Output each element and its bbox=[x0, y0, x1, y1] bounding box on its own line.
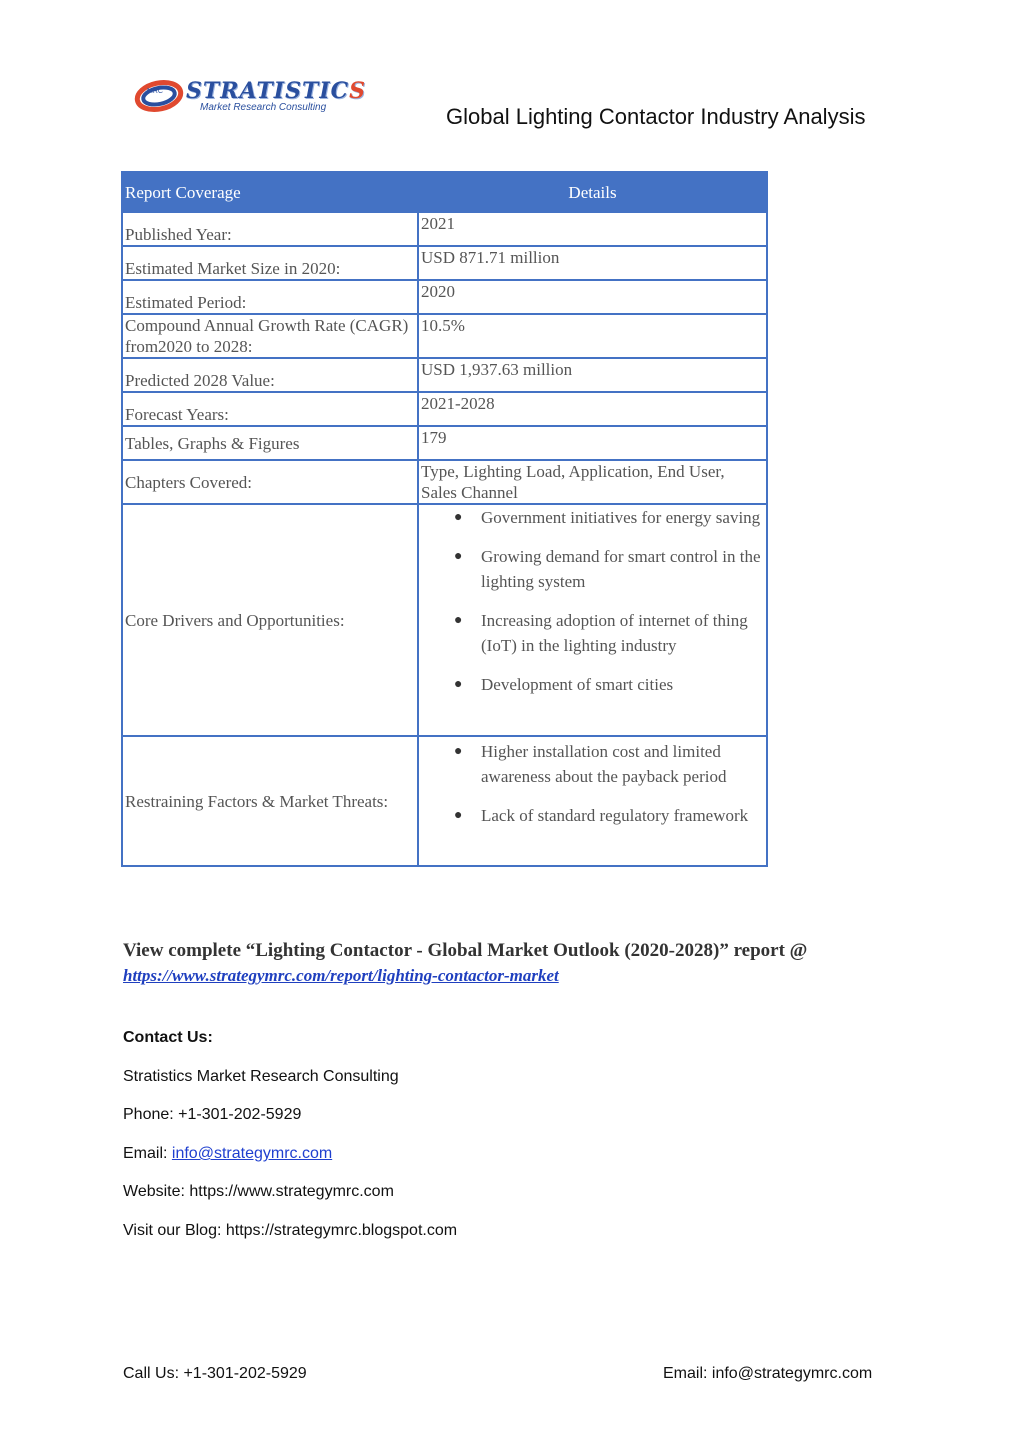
contact-company: Stratistics Market Research Consulting bbox=[123, 1068, 399, 1085]
bullet-icon: ● bbox=[454, 677, 463, 692]
row-value: 2021 bbox=[418, 212, 767, 246]
bullet-icon: ● bbox=[454, 510, 463, 525]
driver-text: Development of smart cities bbox=[481, 675, 674, 694]
list-item bbox=[454, 544, 764, 594]
driver-text: Increasing adoption of internet of thing (IoT) in the lighting industry bbox=[481, 611, 748, 655]
header-report-coverage: Report Coverage bbox=[122, 172, 418, 212]
table-row bbox=[122, 460, 767, 504]
contact-email-label: Email: bbox=[123, 1145, 172, 1162]
logo-word-main: STRATISTIC bbox=[186, 78, 350, 104]
row-label: Tables, Graphs & Figures bbox=[122, 426, 418, 460]
contact-phone: Phone: +1-301-202-5929 bbox=[123, 1106, 302, 1123]
row-value: Type, Lighting Load, Application, End User, Sales Channel bbox=[418, 460, 767, 504]
header-details: Details bbox=[418, 172, 767, 212]
list-item bbox=[454, 739, 764, 789]
row-label: Predicted 2028 Value: bbox=[122, 358, 418, 392]
table-row bbox=[122, 280, 767, 314]
contact-email-line bbox=[123, 1145, 332, 1163]
row-value: 2021-2028 bbox=[418, 392, 767, 426]
row-label: Forecast Years: bbox=[122, 392, 418, 426]
row-label: Estimated Period: bbox=[122, 280, 418, 314]
row-value: 179 bbox=[418, 426, 767, 460]
table-row bbox=[122, 212, 767, 246]
bullet-icon: ● bbox=[454, 744, 463, 759]
row-label: Chapters Covered: bbox=[122, 460, 418, 504]
driver-text: Government initiatives for energy saving bbox=[481, 508, 761, 527]
bullet-icon: ● bbox=[454, 549, 463, 564]
logo-subtitle: Market Research Consulting bbox=[200, 102, 327, 113]
row-label: Estimated Market Size in 2020: bbox=[122, 246, 418, 280]
logo-wordmark bbox=[186, 78, 366, 104]
report-coverage-table bbox=[121, 171, 768, 867]
table-row bbox=[122, 392, 767, 426]
logo-swirl-icon bbox=[134, 78, 184, 114]
driver-text: Growing demand for smart control in the lighting system bbox=[481, 547, 761, 591]
restraint-text: Lack of standard regulatory framework bbox=[481, 806, 749, 825]
report-link[interactable]: https://www.strategymrc.com/report/lighting-contactor-market bbox=[123, 966, 559, 985]
footer-call: Call Us: +1-301-202-5929 bbox=[123, 1365, 307, 1382]
restraints-row bbox=[122, 736, 767, 866]
contact-blog: Visit our Blog: https://strategymrc.blogspot.com bbox=[123, 1222, 458, 1239]
table-row bbox=[122, 358, 767, 392]
restraint-text: Higher installation cost and limited awareness about the payback period bbox=[481, 742, 727, 786]
restraints-list bbox=[421, 739, 764, 828]
row-value: 10.5% bbox=[418, 314, 767, 358]
drivers-list-cell bbox=[418, 504, 767, 736]
contact-website: Website: https://www.strategymrc.com bbox=[123, 1183, 394, 1200]
contact-heading: Contact Us: bbox=[123, 1029, 213, 1046]
drivers-row bbox=[122, 504, 767, 736]
bullet-icon: ● bbox=[454, 613, 463, 628]
list-item bbox=[454, 505, 764, 530]
row-value: 2020 bbox=[418, 280, 767, 314]
table-header-row bbox=[122, 172, 767, 212]
footer-email: Email: info@strategymrc.com bbox=[663, 1365, 873, 1382]
list-item bbox=[454, 608, 764, 658]
restraints-label: Restraining Factors & Market Threats: bbox=[122, 736, 418, 866]
table-row bbox=[122, 246, 767, 280]
list-item bbox=[454, 803, 764, 828]
company-logo bbox=[134, 76, 367, 116]
logo-mrc-text: MRC bbox=[147, 88, 163, 95]
drivers-list bbox=[421, 505, 764, 697]
table-row bbox=[122, 314, 767, 358]
view-report-text: View complete “Lighting Contactor - Global Market Outlook (2020-2028)” report @ bbox=[123, 940, 808, 961]
contact-email-link[interactable]: info@strategymrc.com bbox=[171, 1145, 333, 1162]
row-value: USD 1,937.63 million bbox=[418, 358, 767, 392]
row-value: USD 871.71 million bbox=[418, 246, 767, 280]
logo-word-accent: S bbox=[349, 78, 367, 104]
row-label: Published Year: bbox=[122, 212, 418, 246]
bullet-icon: ● bbox=[454, 808, 463, 823]
list-item bbox=[454, 672, 764, 697]
table-row bbox=[122, 426, 767, 460]
restraints-list-cell bbox=[418, 736, 767, 866]
row-label: Compound Annual Growth Rate (CAGR) from2020 to 2028: bbox=[122, 314, 418, 358]
drivers-label: Core Drivers and Opportunities: bbox=[122, 504, 418, 736]
document-title: Global Lighting Contactor Industry Analysis bbox=[446, 104, 866, 129]
